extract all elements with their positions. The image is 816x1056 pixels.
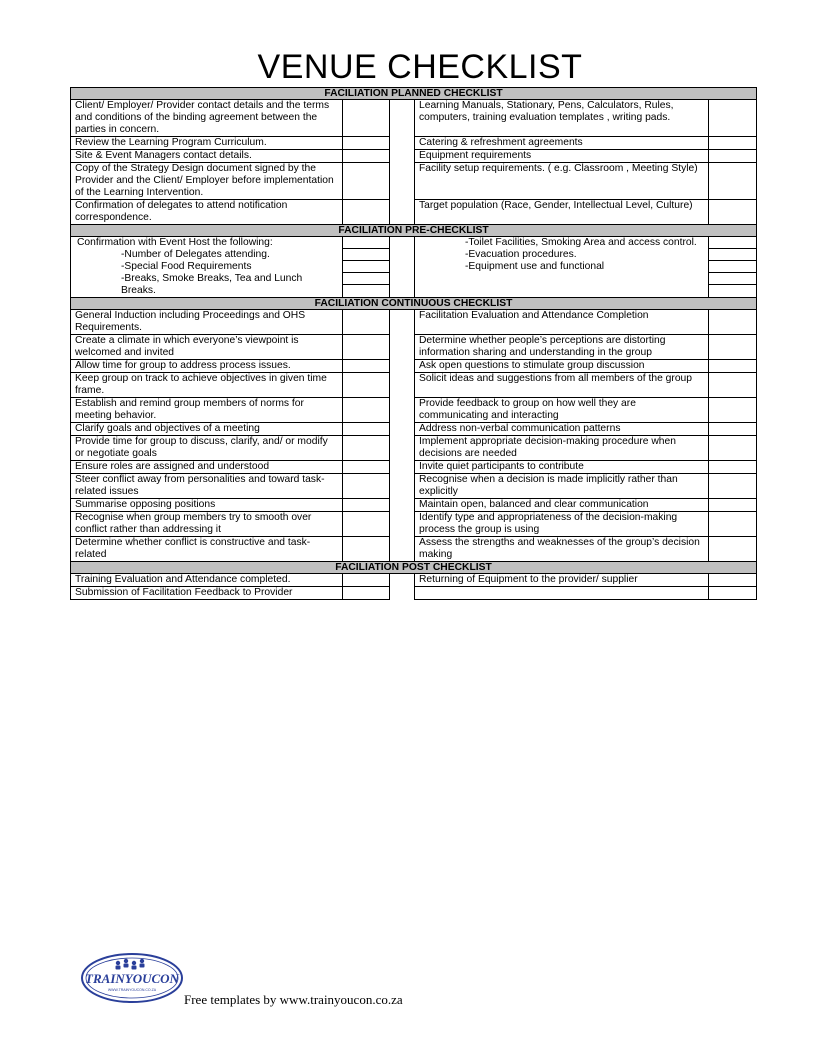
- venue-checklist-table: [70, 87, 757, 600]
- planned-checklist-heading-row: [71, 88, 757, 100]
- item-right: Ask open questions to stimulate group discussion: [415, 360, 709, 373]
- planned-row: [71, 163, 757, 200]
- planned-row: [71, 150, 757, 163]
- item-right: Provide feedback to group on how well they are communicating and interacting: [415, 398, 709, 423]
- continuous-row: [71, 310, 757, 335]
- pre-right-item: -Evacuation procedures.: [465, 249, 577, 260]
- page-title: VENUE CHECKLIST: [257, 48, 583, 86]
- item-left: Keep group on track to achieve objectives in given time frame.: [71, 373, 343, 398]
- checkbox-cell[interactable]: [709, 100, 757, 137]
- item-right: Facility setup requirements. ( e.g. Classroom , Meeting Style): [415, 163, 709, 200]
- checkbox-cell[interactable]: [343, 261, 389, 273]
- planned-row: [71, 200, 757, 225]
- column-gap: [390, 100, 415, 137]
- checkbox-cell[interactable]: [343, 423, 390, 436]
- column-gap: [390, 310, 415, 335]
- pre-left-item: -Breaks, Smoke Breaks, Tea and Lunch Breaks.: [121, 273, 303, 296]
- checkbox-cell[interactable]: [343, 285, 389, 296]
- continuous-row: [71, 537, 757, 562]
- checkbox-cell[interactable]: [709, 237, 756, 249]
- item-left: Site & Event Managers contact details.: [71, 150, 343, 163]
- checkbox-cell[interactable]: [343, 200, 390, 225]
- item-right: Recognise when a decision is made implicitly rather than explicitly: [415, 474, 709, 499]
- checkbox-cell[interactable]: [709, 537, 757, 562]
- column-gap: [390, 150, 415, 163]
- footer-text: Free templates by www.trainyoucon.co.za: [184, 992, 403, 1007]
- continuous-row: [71, 436, 757, 461]
- checkbox-cell[interactable]: [343, 587, 390, 600]
- item-left: [71, 237, 343, 298]
- continuous-checklist-heading-row: [71, 298, 757, 310]
- item-right: Facilitation Evaluation and Attendance Completion: [415, 310, 709, 335]
- trainyoucon-logo: [80, 952, 184, 1004]
- continuous-checklist-heading: FACILIATION CONTINUOUS CHECKLIST: [71, 298, 757, 310]
- item-left: Steer conflict away from personalities and toward task-related issues: [71, 474, 343, 499]
- continuous-row: [71, 461, 757, 474]
- column-gap: [390, 137, 415, 150]
- checkbox-cell[interactable]: [709, 249, 756, 261]
- item-left: Clarify goals and objectives of a meeting: [71, 423, 343, 436]
- checkbox-cell[interactable]: [343, 249, 389, 261]
- logo-text: TRAINYOUCON: [85, 971, 179, 986]
- column-gap: [390, 398, 415, 423]
- item-right: Invite quiet participants to contribute: [415, 461, 709, 474]
- column-gap: [390, 574, 415, 587]
- item-left: Client/ Employer/ Provider contact details and the terms and conditions of the binding agreement between the parties in concern.: [71, 100, 343, 137]
- item-left: Training Evaluation and Attendance completed.: [71, 574, 343, 587]
- checkbox-cell[interactable]: [343, 398, 390, 423]
- item-right: [415, 587, 709, 600]
- checkbox-cell[interactable]: [709, 461, 757, 474]
- item-left: Ensure roles are assigned and understood: [71, 461, 343, 474]
- checkbox-cell[interactable]: [343, 360, 390, 373]
- column-gap: [390, 499, 415, 512]
- continuous-row: [71, 474, 757, 499]
- column-gap: [390, 237, 415, 298]
- item-right: Maintain open, balanced and clear communication: [415, 499, 709, 512]
- continuous-row: [71, 373, 757, 398]
- column-gap: [390, 537, 415, 562]
- column-gap: [390, 512, 415, 537]
- continuous-row: [71, 398, 757, 423]
- pre-right-item: -Toilet Facilities, Smoking Area and access control.: [465, 237, 697, 248]
- checkbox-cell[interactable]: [709, 423, 757, 436]
- item-right: Assess the strengths and weaknesses of the group’s decision making: [415, 537, 709, 562]
- checkbox-cell[interactable]: [343, 273, 389, 285]
- item-left: Summarise opposing positions: [71, 499, 343, 512]
- item-right: [415, 237, 709, 298]
- checkbox-cell[interactable]: [709, 163, 757, 200]
- checkbox-stack: [343, 237, 390, 298]
- post-checklist-heading-row: [71, 562, 757, 574]
- checkbox-cell[interactable]: [709, 474, 757, 499]
- pre-left-item: -Special Food Requirements: [121, 261, 252, 272]
- column-gap: [390, 360, 415, 373]
- checkbox-cell[interactable]: [343, 499, 390, 512]
- column-gap: [390, 373, 415, 398]
- checkbox-cell[interactable]: [709, 373, 757, 398]
- item-left: Submission of Facilitation Feedback to Provider: [71, 587, 343, 600]
- item-right: Address non-verbal communication patterns: [415, 423, 709, 436]
- checkbox-cell[interactable]: [343, 574, 390, 587]
- checkbox-cell[interactable]: [343, 100, 390, 137]
- checkbox-cell[interactable]: [709, 499, 757, 512]
- checkbox-stack: [709, 237, 757, 298]
- checkbox-cell[interactable]: [343, 512, 390, 537]
- pre-intro: Confirmation with Event Host the following:: [77, 237, 273, 248]
- checkbox-cell[interactable]: [709, 273, 756, 285]
- item-left: Create a climate in which everyone’s viewpoint is welcomed and invited: [71, 335, 343, 360]
- column-gap: [390, 163, 415, 200]
- checkbox-cell[interactable]: [709, 150, 757, 163]
- item-right: Determine whether people’s perceptions are distorting information sharing and understanding in the group: [415, 335, 709, 360]
- column-gap: [390, 587, 415, 600]
- item-right: Learning Manuals, Stationary, Pens, Calculators, Rules, computers, training evaluation templates , writing pads.: [415, 100, 709, 137]
- post-checklist-heading: FACILIATION POST CHECKLIST: [71, 562, 757, 574]
- checkbox-cell[interactable]: [343, 335, 390, 360]
- checkbox-cell[interactable]: [709, 398, 757, 423]
- checkbox-cell[interactable]: [709, 200, 757, 225]
- post-row: [71, 587, 757, 600]
- post-row: [71, 574, 757, 587]
- checkbox-cell[interactable]: [343, 310, 390, 335]
- item-right: Identify type and appropriateness of the decision-making process the group is using: [415, 512, 709, 537]
- item-left: General Induction including Proceedings and OHS Requirements.: [71, 310, 343, 335]
- checkbox-cell[interactable]: [709, 512, 757, 537]
- checkbox-cell[interactable]: [343, 436, 390, 461]
- item-left: Establish and remind group members of norms for meeting behavior.: [71, 398, 343, 423]
- pre-right-item: -Equipment use and functional: [465, 261, 605, 272]
- continuous-row: [71, 335, 757, 360]
- checkbox-cell[interactable]: [709, 335, 757, 360]
- checkbox-cell[interactable]: [343, 163, 390, 200]
- planned-row: [71, 100, 757, 137]
- checkbox-cell[interactable]: [709, 285, 756, 296]
- column-gap: [390, 200, 415, 225]
- checkbox-cell[interactable]: [709, 574, 757, 587]
- planned-row: [71, 137, 757, 150]
- checkbox-cell[interactable]: [709, 310, 757, 335]
- column-gap: [390, 436, 415, 461]
- item-right: Implement appropriate decision-making procedure when decisions are needed: [415, 436, 709, 461]
- checkbox-cell[interactable]: [343, 461, 390, 474]
- column-gap: [390, 461, 415, 474]
- checkbox-cell[interactable]: [709, 436, 757, 461]
- item-left: Copy of the Strategy Design document signed by the Provider and the Client/ Employer before implementation of the Learning Intervention.: [71, 163, 343, 200]
- item-left: Allow time for group to address process issues.: [71, 360, 343, 373]
- pre-row: [71, 237, 757, 298]
- column-gap: [390, 423, 415, 436]
- checkbox-cell[interactable]: [343, 537, 390, 562]
- item-left: Recognise when group members try to smooth over conflict rather than addressing it: [71, 512, 343, 537]
- item-right: Returning of Equipment to the provider/ supplier: [415, 574, 709, 587]
- item-right: Equipment requirements: [415, 150, 709, 163]
- item-left: Provide time for group to discuss, clarify, and/ or modify or negotiate goals: [71, 436, 343, 461]
- checkbox-cell[interactable]: [709, 587, 757, 600]
- checkbox-cell[interactable]: [709, 360, 757, 373]
- checkbox-cell[interactable]: [343, 150, 390, 163]
- continuous-row: [71, 423, 757, 436]
- item-right: Target population (Race, Gender, Intellectual Level, Culture): [415, 200, 709, 225]
- continuous-row: [71, 499, 757, 512]
- item-left: Determine whether conflict is constructive and task-related: [71, 537, 343, 562]
- pre-checklist-heading-row: [71, 225, 757, 237]
- checkbox-cell[interactable]: [343, 237, 389, 249]
- item-left: Confirmation of delegates to attend notification correspondence.: [71, 200, 343, 225]
- column-gap: [390, 474, 415, 499]
- checkbox-cell[interactable]: [709, 137, 757, 150]
- checklist-body: [71, 88, 757, 600]
- logo-tagline: WWW.TRAINYOUCON.CO.ZA: [107, 988, 157, 992]
- item-left: Review the Learning Program Curriculum.: [71, 137, 343, 150]
- planned-checklist-heading: FACILIATION PLANNED CHECKLIST: [71, 88, 757, 100]
- checkbox-cell[interactable]: [343, 373, 390, 398]
- checkbox-cell[interactable]: [343, 474, 390, 499]
- pre-left-item: -Number of Delegates attending.: [121, 249, 270, 260]
- item-right: Catering & refreshment agreements: [415, 137, 709, 150]
- checkbox-cell[interactable]: [709, 261, 756, 273]
- continuous-row: [71, 360, 757, 373]
- pre-checklist-heading: FACILIATION PRE-CHECKLIST: [71, 225, 757, 237]
- continuous-row: [71, 512, 757, 537]
- item-right: Solicit ideas and suggestions from all members of the group: [415, 373, 709, 398]
- column-gap: [390, 335, 415, 360]
- checkbox-cell[interactable]: [343, 137, 390, 150]
